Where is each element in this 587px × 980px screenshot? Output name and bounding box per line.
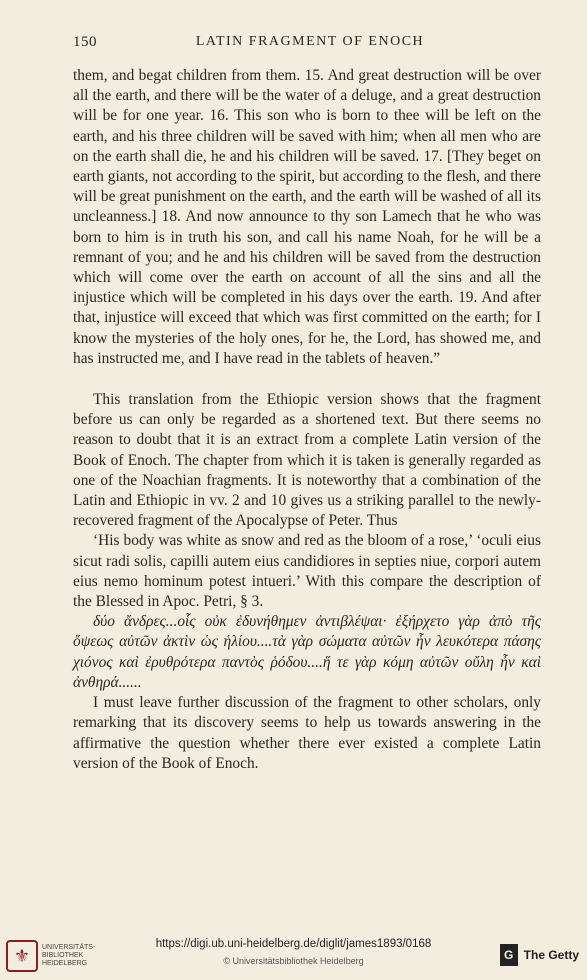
copyright-notice: © Universitätsbibliothek Heidelberg	[223, 956, 364, 966]
library-seal-icon: ⚜	[6, 940, 38, 972]
paragraph-commentary: This translation from the Ethiopic version shows that the fragment before us can only be regarded as a shortened text. But there seems no reason to doubt that it is an extract from a complete Latin version of the Book of Enoch. The chapter from which it is taken is generally regarded as one of the Noachian fragments. It is noteworthy that a combination of the Latin and Ethiopic in vv. 2 and 10 gives us a striking parallel to the newly-recovered fragment of the Apocalypse of Peter. Thus	[73, 391, 541, 530]
paragraph-enoch-translation: them, and begat children from them. 15. And great destruction will be over all the earth, and there will be the water of a deluge, and a great destruction will be for one year. 16. This son who is born to thee will be left on the earth, and his three children will be saved with him; when all men who are on the earth shall die, he and his children will be saved. 17. [They beget on earth giants, not according to the spirit, but according to the flesh, and there will be great punishment on the earth, and the earth will be washed of all its uncleanness.] 18. And now announce to thy son Lamech that he who was born to him is in truth his son, and call his name Noah, for he will be a remnant of you; and he and his children will be saved from the destruction which will come over the earth on account of all the sins and all the injustice which will be completed in his days over the earth. 19. And after that, injustice will exceed that which was first committed on the earth; for I know the mysteries of the holy ones, for he, the Lord, has showed me, and has instructed me, and I have read in the tablets of heaven.”	[73, 67, 541, 367]
page-number: 150	[73, 34, 97, 50]
getty-mark-icon: G	[500, 944, 518, 966]
running-title: LATIN FRAGMENT OF ENOCH	[195, 34, 425, 49]
paragraph-greek-quotation: δύο ἄνδρες...οἷς οὐκ ἐδυνήθημεν ἀντιβλέψαι· ἐξήρχετο γὰρ ἀπὸ τῆς ὄψεως αὐτῶν ἀκτὶν ὡς ἡλίου....τὰ γὰρ σώματα αὐτῶν ἦν λευκότερα πάσης χιόνος καὶ ἐρυθρότερα παντὸς ῥόδου....ἥ τε γὰρ κόμη αὐτῶν οὔλη ἦν καὶ ἀνθηρά......	[73, 613, 541, 691]
getty-name: The Getty	[523, 948, 579, 962]
paragraph-conclusion: I must leave further discussion of the fragment to other scholars, only remarking that its discovery seems to help us towards answering in the affirmative the question whether there ever existed a complete Latin version of the Book of Enoch.	[73, 694, 541, 772]
paragraph-quotation: ‘His body was white as snow and red as the bloom of a rose,’ ‘oculi eius sicut radi solis, capilli autem eius candidiores in septies niue, corpori autem eius nemo hominum potest intueri.’ With this compare the description of the Blessed in Apoc. Petri, § 3.	[73, 532, 541, 611]
library-name: UNIVERSITÄTS- BIBLIOTHEK HEIDELBERG	[42, 944, 96, 967]
page-body	[73, 66, 541, 774]
digitization-footer	[0, 932, 587, 980]
getty-logo	[500, 944, 579, 966]
source-url-link[interactable]: https://digi.ub.uni-heidelberg.de/diglit/james1893/0168	[155, 938, 432, 950]
